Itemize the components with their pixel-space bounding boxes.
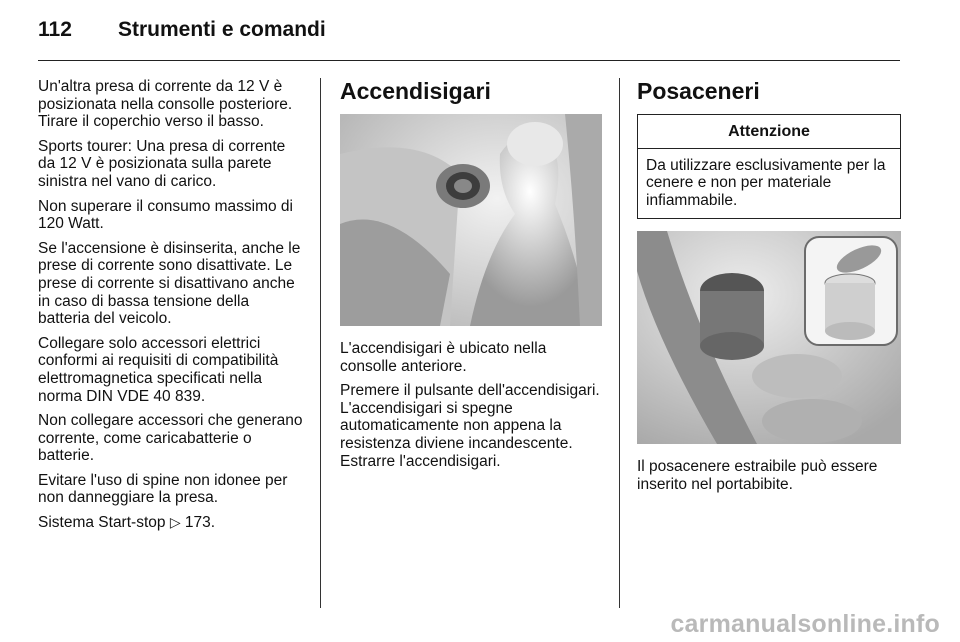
section-title-ashtrays: Posaceneri: [637, 78, 760, 104]
column-divider-2: [619, 78, 620, 608]
column-2: [340, 78, 602, 477]
warning-heading: Attenzione: [638, 115, 900, 149]
column-3: [637, 78, 901, 501]
paragraph: Sports tourer: Una presa di corrente da 12 V è posizionata sulla parete sinistra nel vano di carico.: [38, 137, 286, 190]
section-title-cigarette-lighter: Accendisigari: [340, 78, 491, 104]
page-reference-arrow-icon: ▷: [169, 514, 181, 531]
page-number: 112: [38, 18, 72, 41]
paragraph: Se l'accensione è disinserita, anche le prese di corrente sono disattivate. Le prese di corrente si disattivano anche in caso di bassa tensione della batteria del veicolo.: [38, 239, 301, 328]
paragraph: Non collegare accessori che generano corrente, come caricabatterie o batterie.: [38, 412, 303, 465]
cross-reference[interactable]: [38, 514, 304, 532]
warning-text: Da utilizzare esclusivamente per la cenere e non per materiale infiammabile.: [646, 156, 886, 209]
paragraph: Un'altra presa di corrente da 12 V è posizionata nella consolle posteriore. Tirare il coperchio verso il basso.: [38, 78, 293, 131]
paragraph: Il posacenere estraibile può essere inserito nel portabibite.: [637, 458, 878, 493]
paragraph: Evitare l'uso di spine non idonee per non danneggiare la presa.: [38, 471, 288, 507]
header-divider: [38, 60, 900, 61]
warning-box: [637, 114, 901, 219]
xref-page: 173.: [184, 514, 216, 532]
chapter-title: Strumenti e comandi: [118, 18, 326, 41]
paragraph: Premere il pulsante dell'accendisigari. L'accendisigari si spegne automaticamente non appena la resistenza diviene incandescente. Estrarre l'accendisigari.: [340, 382, 600, 470]
paragraph: Collegare solo accessori elettrici conformi ai requisiti di compatibilità elettromagnetica specificati nella norma DIN VDE 40 839.: [38, 334, 279, 405]
ashtray-photo: [637, 231, 901, 444]
column-divider-1: [320, 78, 321, 608]
column-1: [38, 78, 304, 539]
watermark: carmanualsonline.info: [670, 610, 940, 638]
paragraph: Non superare il consumo massimo di 120 Watt.: [38, 197, 293, 233]
paragraph: L'accendisigari è ubicato nella consolle anteriore.: [340, 340, 547, 375]
cigarette-lighter-photo: [340, 114, 602, 326]
xref-label: Sistema Start-stop: [38, 514, 166, 532]
